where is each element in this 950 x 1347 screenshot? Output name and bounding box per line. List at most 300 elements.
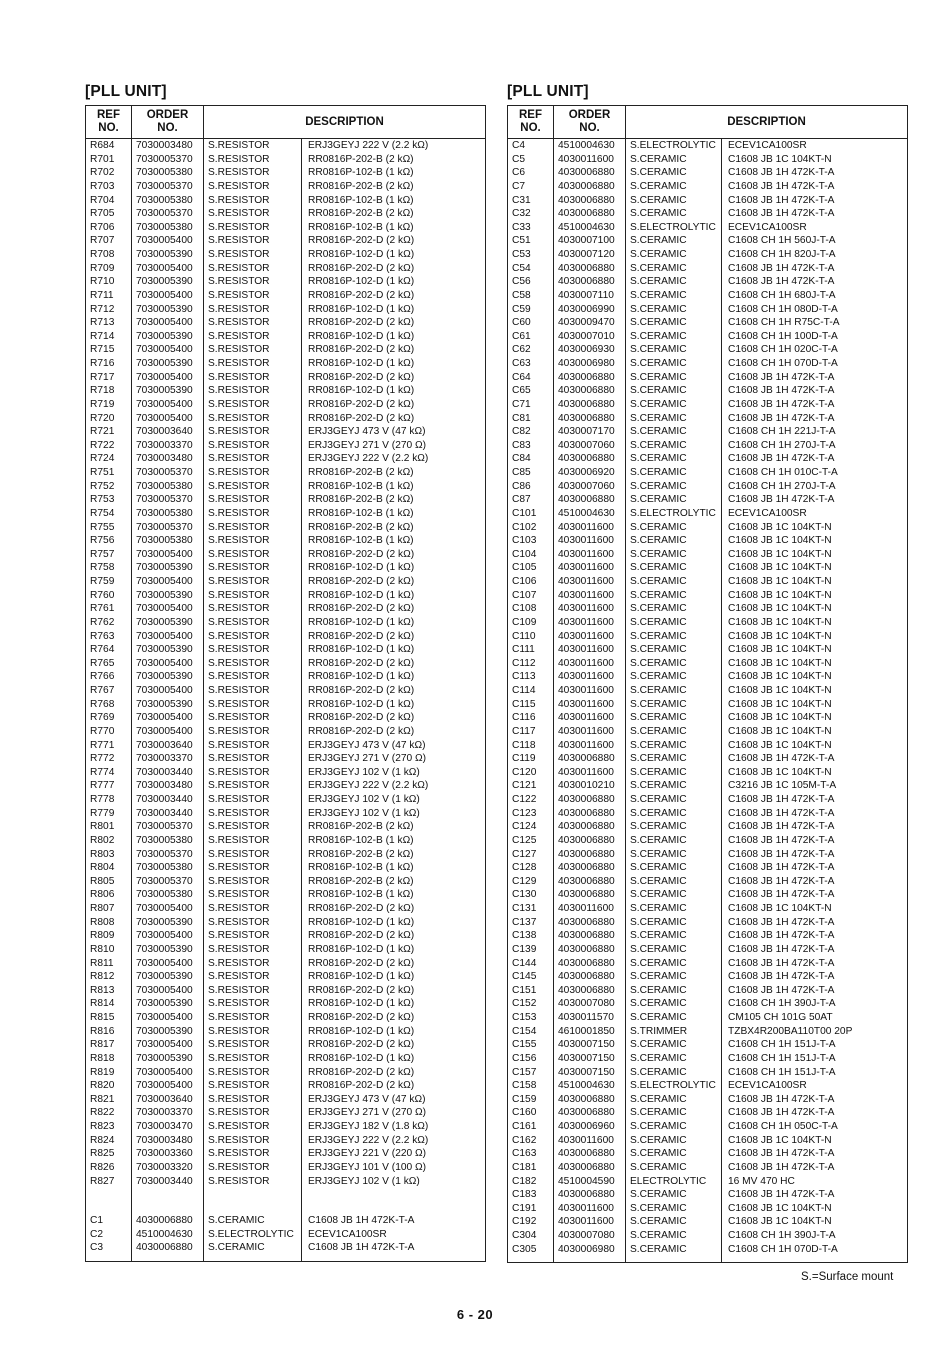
part-type-cell: S.CERAMIC [626,970,722,984]
part-type-cell: S.CERAMIC [626,820,722,834]
order-no-cell: 7030005400 [132,711,204,725]
table-row [508,521,908,535]
table-row [508,221,908,235]
order-no-cell: 7030005400 [132,929,204,943]
table-row [508,997,908,1011]
part-type-cell: S.RESISTOR [204,766,302,780]
table-row [86,589,486,603]
ref-no-cell: C151 [508,984,554,998]
ref-no-cell: R809 [86,929,132,943]
part-type-cell: S.CERAMIC [626,166,722,180]
ref-no-cell: C105 [508,561,554,575]
part-type-cell: S.CERAMIC [626,248,722,262]
order-no-cell: 7030005400 [132,412,204,426]
table-row [86,957,486,971]
order-no-cell: 4030006880 [554,820,626,834]
part-type-cell: S.RESISTOR [204,1025,302,1039]
table-row [86,807,486,821]
part-type-cell: S.CERAMIC [626,1147,722,1161]
part-type-cell: S.RESISTOR [204,343,302,357]
part-type-cell: S.RESISTOR [204,670,302,684]
description-header: DESCRIPTION [204,106,486,139]
part-type-cell: S.RESISTOR [204,412,302,426]
ref-no-cell: C159 [508,1093,554,1107]
ref-no-cell: C119 [508,752,554,766]
part-type-cell: S.RESISTOR [204,384,302,398]
table-row [86,684,486,698]
left-parts-table [85,105,486,1262]
description-cell: C1608 JB 1C 104KT-N [722,575,908,589]
part-type-cell: S.CERAMIC [626,630,722,644]
table-row [508,316,908,330]
ref-no-cell: C118 [508,739,554,753]
table-row [508,534,908,548]
order-no-cell: 7030005390 [132,589,204,603]
description-cell: C1608 JB 1H 472K-T-A [722,834,908,848]
table-row [508,275,908,289]
table-row [86,766,486,780]
part-type-cell: S.CERAMIC [626,1093,722,1107]
order-no-cell: 7030003440 [132,1175,204,1189]
description-cell: RR0816P-202-D (2 kΩ) [302,371,486,385]
right-parts-panel [507,83,907,1263]
description-cell: ECEV1CA100SR [722,507,908,521]
table-row [508,548,908,562]
order-no-cell: 7030005400 [132,657,204,671]
table-row [508,970,908,984]
table-row [86,507,486,521]
order-no-cell: 4030006880 [554,848,626,862]
part-type-cell: S.CERAMIC [626,725,722,739]
table-row [508,779,908,793]
part-type-cell: S.RESISTOR [204,234,302,248]
description-cell: C1608 JB 1C 104KT-N [722,1215,908,1229]
description-cell: C1608 JB 1C 104KT-N [722,670,908,684]
order-no-cell: 4030006880 [554,834,626,848]
part-type-cell: S.TRIMMER [626,1025,722,1039]
ref-no-cell: C120 [508,766,554,780]
description-cell: C1608 CH 1H 070D-T-A [722,357,908,371]
description-cell: C1608 JB 1H 472K-T-A [722,957,908,971]
ref-no-cell: R724 [86,452,132,466]
part-type-cell: S.RESISTOR [204,330,302,344]
part-type-cell: S.RESISTOR [204,521,302,535]
table-row [508,684,908,698]
part-type-cell: S.RESISTOR [204,779,302,793]
ref-no-cell: C63 [508,357,554,371]
part-type-cell: S.CERAMIC [626,902,722,916]
description-cell: C1608 JB 1C 104KT-N [722,711,908,725]
table-row [508,575,908,589]
description-cell: C1608 CH 1H 080D-T-A [722,303,908,317]
order-no-cell: 4610001850 [554,1025,626,1039]
part-type-cell: S.CERAMIC [626,616,722,630]
table-row [508,711,908,725]
table-row [508,1052,908,1066]
part-type-cell: S.RESISTOR [204,875,302,889]
ref-no-cell: R762 [86,616,132,630]
table-row [508,289,908,303]
surface-mount-footnote: S.=Surface mount [801,1271,894,1283]
table-row [508,1106,908,1120]
ref-no-cell: R774 [86,766,132,780]
part-type-cell: S.RESISTOR [204,139,302,153]
part-type-cell: S.CERAMIC [626,275,722,289]
part-type-cell: S.RESISTOR [204,425,302,439]
order-no-cell: 7030005400 [132,684,204,698]
order-no-cell: 7030005370 [132,207,204,221]
table-row [508,466,908,480]
ref-no-cell: C7 [508,180,554,194]
description-cell: C3216 JB 1C 105M-T-A [722,779,908,793]
description-cell: C1608 JB 1H 472K-T-A [722,1161,908,1175]
order-no-cell: 7030005400 [132,1011,204,1025]
table-header-row [86,106,486,139]
ref-no-cell: R719 [86,398,132,412]
order-no-cell: 4030011600 [554,684,626,698]
table-row [86,1241,486,1261]
order-no-cell: 7030005390 [132,275,204,289]
part-type-cell: S.RESISTOR [204,275,302,289]
order-no-cell: 7030005390 [132,698,204,712]
description-cell: RR0816P-102-D (1 kΩ) [302,970,486,984]
part-type-cell: S.RESISTOR [204,888,302,902]
part-type-cell: S.RESISTOR [204,289,302,303]
table-row [86,643,486,657]
table-row [508,589,908,603]
ref-no-cell: R760 [86,589,132,603]
description-cell: RR0816P-202-D (2 kΩ) [302,1038,486,1052]
part-type-cell: S.CERAMIC [626,1038,722,1052]
ref-no-cell: R708 [86,248,132,262]
order-no-cell: 4030006880 [554,166,626,180]
part-type-cell: S.RESISTOR [204,848,302,862]
order-no-cell: 4030006880 [554,275,626,289]
part-type-cell: S.CERAMIC [626,1066,722,1080]
description-cell: ERJ3GEYJ 271 V (270 Ω) [302,439,486,453]
description-cell: C1608 CH 1H 270J-T-A [722,439,908,453]
part-type-cell: S.RESISTOR [204,929,302,943]
table-row [508,630,908,644]
part-type-cell: S.CERAMIC [626,1134,722,1148]
ref-no-cell: R824 [86,1134,132,1148]
description-cell: RR0816P-102-D (1 kΩ) [302,275,486,289]
table-row [86,398,486,412]
part-type-cell: S.RESISTOR [204,548,302,562]
table-row [86,1066,486,1080]
ref-no-cell: C158 [508,1079,554,1093]
right-parts-table [507,105,908,1263]
order-no-cell: 7030005390 [132,916,204,930]
order-no-cell: 4030006880 [554,752,626,766]
table-row [86,480,486,494]
ref-no-cell: R806 [86,888,132,902]
description-cell: C1608 CH 1H 680J-T-A [722,289,908,303]
part-type-cell: S.RESISTOR [204,902,302,916]
description-cell: C1608 JB 1H 472K-T-A [722,1106,908,1120]
table-row [508,848,908,862]
part-type-cell: S.CERAMIC [626,194,722,208]
order-no-cell: 4030006880 [554,1161,626,1175]
description-cell: TZBX4R200BA110T00 20P [722,1025,908,1039]
ref-no-cell: R704 [86,194,132,208]
ref-no-cell: C61 [508,330,554,344]
table-row [86,1079,486,1093]
ref-no-cell: R716 [86,357,132,371]
table-row [508,180,908,194]
description-cell: C1608 JB 1C 104KT-N [722,630,908,644]
ref-no-cell: R711 [86,289,132,303]
description-cell: C1608 JB 1H 472K-T-A [722,412,908,426]
part-type-cell: S.CERAMIC [626,480,722,494]
ref-no-cell: C113 [508,670,554,684]
table-row [86,698,486,712]
table-row [508,412,908,426]
description-cell: C1608 JB 1C 104KT-N [722,739,908,753]
order-no-cell: 7030005390 [132,943,204,957]
ref-no-cell: C32 [508,207,554,221]
table-row [508,1079,908,1093]
table-row [508,1188,908,1202]
order-no-cell: 7030005370 [132,820,204,834]
description-cell: RR0816P-102-D (1 kΩ) [302,357,486,371]
ref-no-cell: R825 [86,1147,132,1161]
ref-no-cell: C183 [508,1188,554,1202]
part-type-cell: S.CERAMIC [626,425,722,439]
order-no-cell: 4030007150 [554,1066,626,1080]
part-type-cell: S.RESISTOR [204,398,302,412]
part-type-cell: S.CERAMIC [626,1011,722,1025]
ref-no-cell: C33 [508,221,554,235]
part-type-cell: S.CERAMIC [626,1215,722,1229]
part-type-cell: S.RESISTOR [204,452,302,466]
description-cell: ERJ3GEYJ 222 V (2.2 kΩ) [302,452,486,466]
part-type-cell: S.RESISTOR [204,807,302,821]
ref-no-cell: R755 [86,521,132,535]
part-type-cell: S.CERAMIC [626,493,722,507]
description-cell: C1608 JB 1H 472K-T-A [722,493,908,507]
order-no-cell: 4510004630 [554,221,626,235]
part-type-cell: S.CERAMIC [626,848,722,862]
part-type-cell: S.CERAMIC [626,548,722,562]
part-type-cell: S.CERAMIC [626,1243,722,1263]
description-cell: C1608 JB 1H 472K-T-A [722,166,908,180]
order-no-cell: 4030007010 [554,330,626,344]
description-cell: RR0816P-202-D (2 kΩ) [302,575,486,589]
description-cell: C1608 JB 1H 472K-T-A [722,398,908,412]
description-cell: C1608 JB 1H 472K-T-A [722,180,908,194]
ref-no-cell: C106 [508,575,554,589]
description-cell: 16 MV 470 HC [722,1175,908,1189]
order-no-cell: 4030006880 [554,888,626,902]
order-no-cell: 7030005400 [132,902,204,916]
description-cell: ERJ3GEYJ 102 V (1 kΩ) [302,1175,486,1189]
ref-no-cell: R777 [86,779,132,793]
order-no-cell: 4030011600 [554,153,626,167]
part-type-cell: S.RESISTOR [204,1147,302,1161]
part-type-cell: S.RESISTOR [204,1011,302,1025]
table-row [86,262,486,276]
description-cell: C1608 JB 1C 104KT-N [722,534,908,548]
part-type-cell: S.RESISTOR [204,984,302,998]
order-no-cell: 7030005380 [132,861,204,875]
order-no-cell: 7030005390 [132,997,204,1011]
order-no-cell: 4030007080 [554,997,626,1011]
ref-no-cell: R771 [86,739,132,753]
ref-no-cell: C156 [508,1052,554,1066]
ref-no-cell: R720 [86,412,132,426]
table-row [86,180,486,194]
part-type-cell: S.CERAMIC [626,1161,722,1175]
ref-no-cell: R703 [86,180,132,194]
description-cell: ERJ3GEYJ 102 V (1 kΩ) [302,807,486,821]
part-type-cell: S.RESISTOR [204,916,302,930]
order-no-cell: 7030005400 [132,1066,204,1080]
table-row [86,412,486,426]
table-row [508,1120,908,1134]
order-no-cell: 7030003640 [132,425,204,439]
part-type-cell: S.ELECTROLYTIC [626,221,722,235]
part-type-cell: S.CERAMIC [626,752,722,766]
ref-no-cell: C144 [508,957,554,971]
ref-no-cell: C81 [508,412,554,426]
ref-no-cell: R707 [86,234,132,248]
description-cell: C1608 JB 1C 104KT-N [722,616,908,630]
ref-no-cell: R712 [86,303,132,317]
description-cell: RR0816P-102-B (1 kΩ) [302,861,486,875]
ref-no-cell: C59 [508,303,554,317]
table-row [508,207,908,221]
table-row [86,548,486,562]
table-row [508,384,908,398]
order-no-cell: 7030005400 [132,262,204,276]
description-cell: C1608 JB 1C 104KT-N [722,589,908,603]
part-type-cell: S.RESISTOR [204,262,302,276]
description-cell: ERJ3GEYJ 102 V (1 kΩ) [302,793,486,807]
table-row [508,248,908,262]
description-cell: RR0816P-102-B (1 kΩ) [302,507,486,521]
table-row [86,1052,486,1066]
table-row [86,1161,486,1175]
part-type-cell: S.CERAMIC [204,1214,302,1228]
ref-no-cell: R814 [86,997,132,1011]
ref-no-cell: C124 [508,820,554,834]
description-cell: RR0816P-102-D (1 kΩ) [302,248,486,262]
order-no-cell: 7030005400 [132,957,204,971]
table-row [86,575,486,589]
table-row [508,725,908,739]
ref-no-cell: R813 [86,984,132,998]
order-no-cell: 4030006920 [554,466,626,480]
table-row [86,221,486,235]
order-no-cell: 7030005380 [132,534,204,548]
part-type-cell: S.CERAMIC [626,739,722,753]
ref-no-cell: R816 [86,1025,132,1039]
ref-no-cell: C137 [508,916,554,930]
order-no-cell: 7030005390 [132,384,204,398]
description-cell: C1608 JB 1C 104KT-N [722,902,908,916]
part-type-cell: S.CERAMIC [626,262,722,276]
table-row [86,521,486,535]
spacer-cell [204,1188,302,1214]
part-type-cell: S.RESISTOR [204,698,302,712]
ref-no-cell: C181 [508,1161,554,1175]
ref-no-cell: C121 [508,779,554,793]
table-row [86,670,486,684]
description-cell: RR0816P-102-D (1 kΩ) [302,330,486,344]
part-type-cell: S.CERAMIC [626,371,722,385]
table-row [86,630,486,644]
ref-no-cell: C103 [508,534,554,548]
part-type-cell: S.RESISTOR [204,357,302,371]
table-row [508,739,908,753]
order-no-cell: 7030003320 [132,1161,204,1175]
part-type-cell: S.CERAMIC [626,180,722,194]
ref-no-cell: R757 [86,548,132,562]
order-no-cell: 4030011570 [554,1011,626,1025]
order-no-cell: 7030005400 [132,398,204,412]
description-cell: RR0816P-102-B (1 kΩ) [302,480,486,494]
table-row [508,398,908,412]
ref-no-cell: C304 [508,1229,554,1243]
ref-no-cell: C152 [508,997,554,1011]
table-row [86,793,486,807]
part-type-cell: S.CERAMIC [626,657,722,671]
order-no-cell: 7030005400 [132,725,204,739]
table-row [86,1147,486,1161]
ref-no-cell: R718 [86,384,132,398]
order-no-cell: 7030005370 [132,493,204,507]
table-row [86,997,486,1011]
order-no-cell: 4030011600 [554,657,626,671]
order-no-cell: 4030006880 [554,807,626,821]
table-row [508,1243,908,1263]
ref-no-cell: R779 [86,807,132,821]
table-row [508,194,908,208]
description-cell: ERJ3GEYJ 271 V (270 Ω) [302,1106,486,1120]
description-cell: ECEV1CA100SR [302,1228,486,1242]
description-cell: ERJ3GEYJ 182 V (1.8 kΩ) [302,1120,486,1134]
ref-no-cell: C112 [508,657,554,671]
ref-no-cell: R820 [86,1079,132,1093]
table-row [508,234,908,248]
description-cell: C1608 JB 1H 472K-T-A [722,194,908,208]
table-row [86,861,486,875]
description-cell: C1608 JB 1C 104KT-N [722,643,908,657]
order-no-cell: 7030005380 [132,166,204,180]
ref-no-cell: C157 [508,1066,554,1080]
order-no-cell: 7030003640 [132,739,204,753]
part-type-cell: S.CERAMIC [626,929,722,943]
description-cell: RR0816P-202-D (2 kΩ) [302,1011,486,1025]
description-cell: RR0816P-102-D (1 kΩ) [302,561,486,575]
right-table-body [508,139,908,1263]
part-type-cell: S.RESISTOR [204,493,302,507]
part-type-cell: S.RESISTOR [204,752,302,766]
part-type-cell: S.CERAMIC [626,384,722,398]
description-cell: C1608 CH 1H 151J-T-A [722,1066,908,1080]
order-no-cell: 7030005380 [132,888,204,902]
order-no-header: ORDER NO. [132,106,204,139]
ref-no-cell: R808 [86,916,132,930]
part-type-cell: S.CERAMIC [626,643,722,657]
part-type-cell: S.CERAMIC [626,343,722,357]
description-cell: C1608 JB 1H 472K-T-A [722,848,908,862]
table-row [508,1134,908,1148]
part-type-cell: S.RESISTOR [204,602,302,616]
ref-no-cell: C192 [508,1215,554,1229]
table-row [508,888,908,902]
